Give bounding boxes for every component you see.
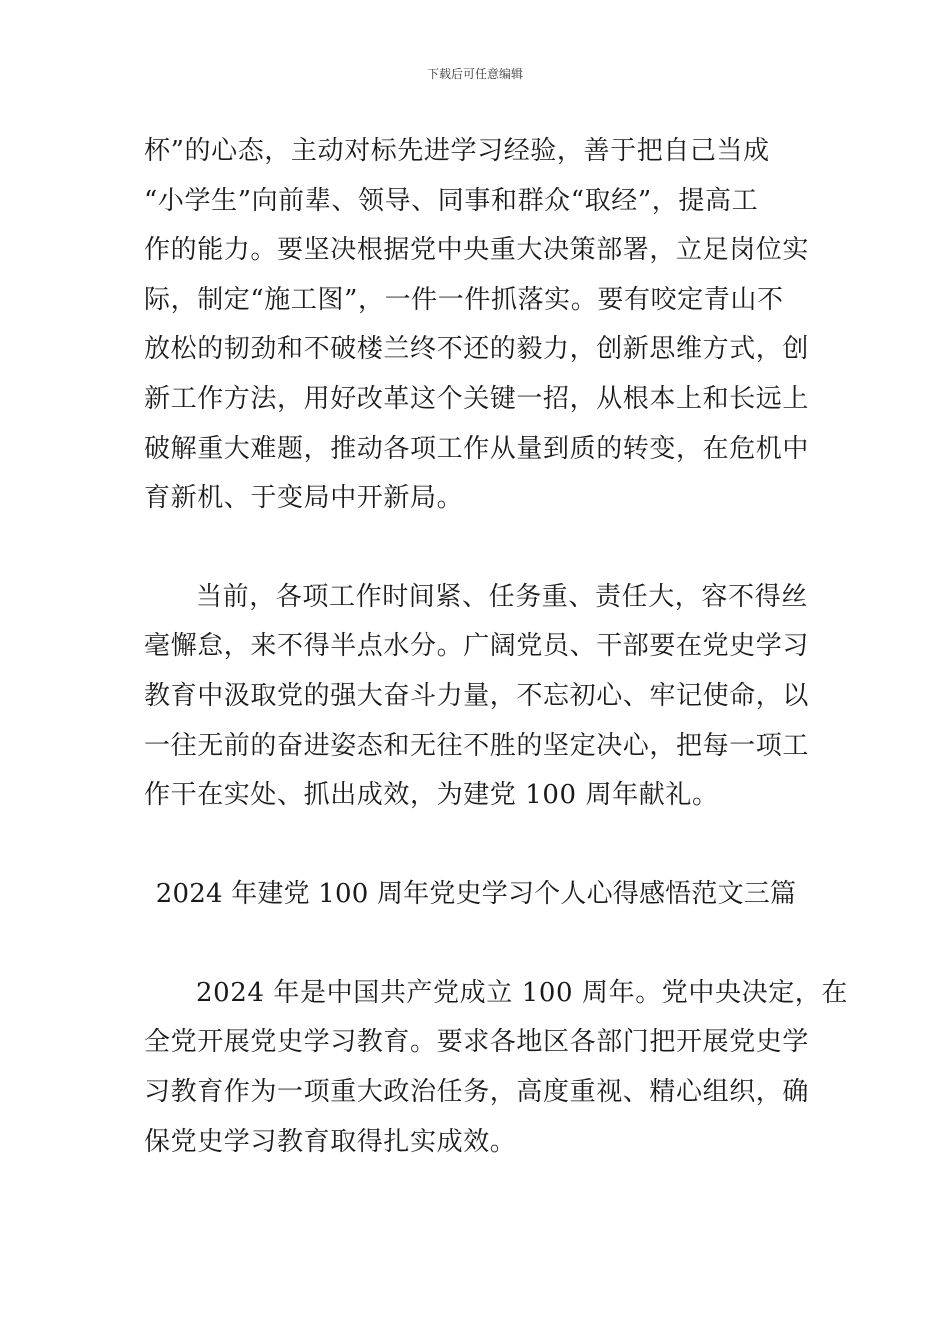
- text-line: 新工作方法，用好改革这个关键一招，从根本上和长远上: [144, 383, 810, 414]
- text-line: 习教育作为一项重大政治任务，高度重视、精心组织，确: [144, 1076, 810, 1107]
- text-line: 作干在实处、抓出成效，为建党 100 周年献礼。: [144, 780, 719, 811]
- text-line: 教育中汲取党的强大奋斗力量，不忘初心、牢记使命，以: [144, 680, 810, 711]
- body-paragraph-1: [144, 127, 808, 524]
- text-line: 2024 年是中国共产党成立 100 周年。党中央决定，在: [196, 977, 848, 1008]
- text-line: 杯”的心态，主动对标先进学习经验，善于把自己当成: [144, 136, 770, 166]
- text-line: 育新机、于变局中开新局。: [144, 483, 464, 514]
- text-line: “小学生”向前辈、领导、同事和群众“取经”，提高工: [144, 185, 759, 216]
- text-line: 毫懈怠，来不得半点水分。广阔党员、干部要在党史学习: [144, 631, 810, 662]
- text-line: 际，制定“施工图”，一件一件抓落实。要有咬定青山不: [144, 284, 784, 315]
- text-line: 一往无前的奋进姿态和无往不胜的坚定决心，把每一项工: [144, 730, 810, 761]
- page-header-note: 下载后可任意编辑: [426, 67, 523, 81]
- document-body: [144, 127, 848, 1167]
- body-paragraph-2: [144, 573, 808, 821]
- text-line: 全党开展党史学习教育。要求各地区各部门把开展党史学: [144, 1027, 810, 1058]
- intro-paragraph: [144, 969, 848, 1167]
- text-line: 作的能力。要坚决根据党中央重大决策部署，立足岗位实: [144, 235, 810, 266]
- article-title: 2024 年建党 100 周年党史学习个人心得感悟范文三篇: [155, 878, 797, 909]
- text-line: 破解重大难题，推动各项工作从量到质的转变，在危机中: [144, 433, 810, 464]
- text-line: 当前，各项工作时间紧、任务重、责任大，容不得丝: [196, 581, 808, 612]
- text-line: 放松的韧劲和不破楼兰终不还的毅力，创新思维方式，创: [144, 334, 810, 365]
- text-line: 保党史学习教育取得扎实成效。: [144, 1126, 517, 1157]
